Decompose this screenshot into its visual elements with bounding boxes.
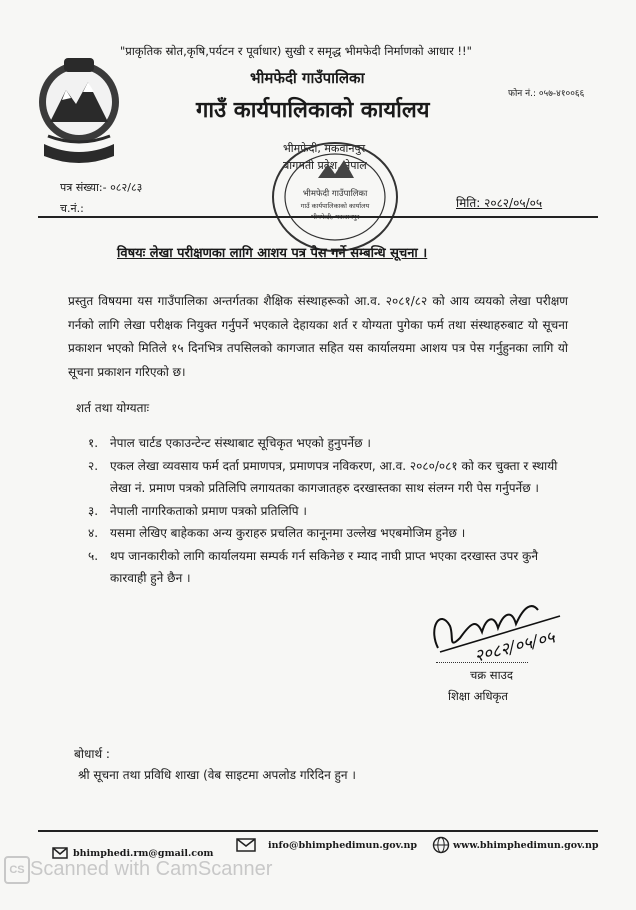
globe-icon [432, 836, 450, 854]
stamp-text-top: भीमफेदी गाउँपालिका [302, 189, 368, 199]
conditions-list [88, 432, 568, 590]
subject-line: विषयः लेखा परीक्षणका लागि आशय पत्र पेस गर्ने सम्बन्धि सूचना । [117, 246, 428, 261]
list-item [88, 500, 568, 523]
scanner-watermark: Scanned with CamScanner [30, 858, 273, 880]
office-title: गाउँ कार्यपालिकाको कार्यालय [196, 98, 430, 123]
list-item-text: थप जानकारीको लागि कार्यालयमा सम्पर्क गर्न सकिनेछ र म्याद नाघी प्राप्त भएका दरखास्त उपर कुनै कारवाही हुने छैन । [110, 548, 538, 585]
stamp-text-mid: गाउँ कार्यपालिकाको कार्यालय [300, 202, 370, 210]
cc-label: बोधार्थ : [74, 747, 110, 761]
list-item-text: नेपाली नागरिकताको प्रमाण पत्रको प्रतिलिपि । [110, 503, 307, 518]
list-item-number: १. [88, 436, 99, 450]
dispatch-number: च.नं.: [60, 202, 84, 215]
list-item [88, 432, 568, 455]
list-item [88, 455, 568, 500]
footer-website [432, 836, 599, 854]
footer-divider [38, 830, 598, 832]
list-item-text: यसमा लेखिए बाहेकका अन्य कुराहरु प्रचलित कानूनमा उल्लेख भएबमोजिम हुनेछ । [110, 526, 466, 540]
header-divider [38, 216, 598, 218]
signatory-name: चक्र साउद [470, 668, 513, 682]
camscanner-logo-icon: CS [4, 856, 30, 884]
phone-number: फोन नं.: ०५७-४१००६६ [508, 89, 585, 99]
signature-date: २०८२/०५/०५ [472, 627, 557, 667]
office-stamp [268, 138, 402, 256]
website-url: www.bhimphedimun.gov.np [453, 839, 599, 851]
reference-number: पत्र संख्या:- ०८२/८३ [60, 181, 143, 194]
list-item-number: ४. [88, 526, 99, 540]
list-item-text: नेपाल चार्टड एकाउन्टेन्ट संस्थाबाट सूचिकृत भएको हुनुपर्नेछ । [110, 436, 371, 450]
list-item [88, 545, 568, 590]
cc-text: श्री सूचना तथा प्रविधि शाखा (वेब साइटमा अपलोड गरिदिन हुन । [78, 768, 356, 782]
email-address: info@bhimphedimun.gov.np [268, 839, 418, 851]
envelope-icon [236, 838, 256, 852]
list-item-text: एकल लेखा व्यवसाय फर्म दर्ता प्रमाणपत्र, प्रमाणपत्र नविकरण, आ.व. २०८०/०८१ को कर चुक्ता र स्थायी लेखा नं. प्रमाण पत्रको प्रतिलिपि लगायतका कागजातहरु दरखास्तका साथ संलग्न गरी पेस गर्नुपर्नेछ । [110, 458, 558, 495]
handwritten-signature [420, 588, 600, 668]
address-line-1: भीमफेदी, मकवानपुर [283, 142, 366, 155]
gmail-address: bhimphedi.rm@gmail.com [73, 847, 214, 859]
list-item-number: २. [88, 458, 99, 473]
signatory-designation: शिक्षा अधिकृत [448, 689, 508, 703]
signature-line [436, 662, 528, 663]
list-item-number: ३. [88, 503, 99, 518]
nepal-emblem-icon [36, 52, 122, 182]
letter-date: मिति: २०८२/०५/०५ [456, 196, 543, 210]
body-paragraph: प्रस्तुत विषयमा यस गाउँपालिका अन्तर्गतका शैक्षिक संस्थाहरूको आ.व. २०८१/८२ को आय व्ययको लेखा परीक्षण गर्नको लागि लेखा परीक्षक नियुक्त गर्नुपर्ने भएकाले देहायका शर्त र योग्यता पुगेका फर्म तथा संस्थाहरुबाट यो सूचना प्रकाशन भएको मितिले १५ दिनभित्र तपसिलको कागजात सहित यस कार्यालयमा आशय पत्र पेस गर्नुहुनका लागि यो सूचना प्रकाशन गरिएको छ। [68, 294, 568, 379]
conditions-title: शर्त तथा योग्यताः [76, 401, 150, 415]
stamp-mountain-icon [318, 160, 354, 178]
list-item-number: ५. [88, 548, 99, 563]
municipality-name: भीमफेदी गाउँपालिका [250, 69, 365, 87]
list-item [88, 522, 568, 545]
footer-email [236, 838, 417, 852]
motto: "प्राकृतिक स्रोत,कृषि,पर्यटन र पूर्वाधार) सुखी र समृद्ध भीमफेदी निर्माणको आधार !!" [120, 44, 472, 58]
address-line-2: बागमती प्रदेश, नेपाल [283, 159, 367, 172]
